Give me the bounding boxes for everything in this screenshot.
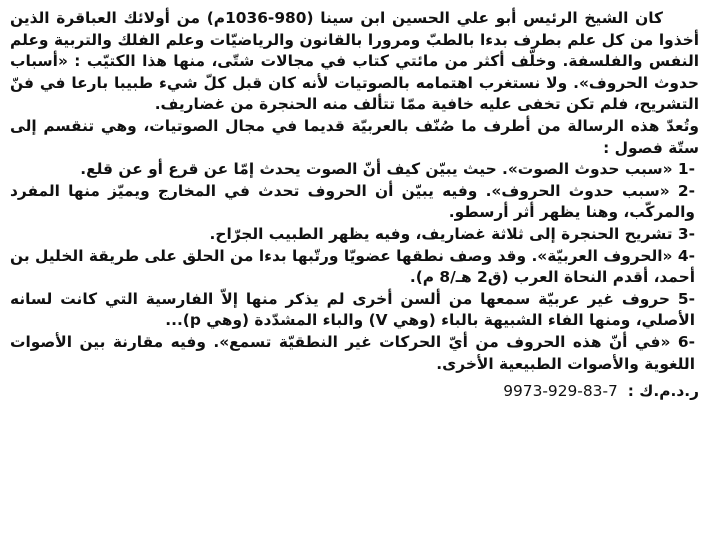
chapter-number: 1- (677, 160, 695, 179)
isbn-line (10, 381, 699, 403)
isbn-value: 9973-929-83-7 (503, 382, 618, 401)
chapter-item (10, 181, 699, 224)
chapter-text: حروف غير عربيّة سمعها من ألسن أخرى لم يذكر منها إلاّ الفارسية التي كانت لسانه الأصلي، ومنها الفاء الشبيهة بالباء (وهي V) والباء المشدّدة (وهي p)... (10, 289, 695, 330)
chapter-item (10, 289, 699, 332)
chapter-text: «في أنّ هذه الحروف من أيّ الحركات غير النطقيّة تسمع». وفيه مقارنة بين الأصوات اللغوية والأصوات الطبيعية الأخرى. (10, 332, 695, 373)
chapter-list (10, 159, 699, 375)
chapter-text: «سبب حدوث الصوت». حيث يبيّن كيف أنّ الصوت يحدث إمّا عن قرع أو عن قلع. (80, 160, 673, 179)
chapter-text: «سبب حدوث الحروف». وفيه يبيّن أن الحروف تحدث في المخارج ويميّز منها المفرد والمركّب، وهنا يظهر أثر أرسطو. (10, 181, 695, 222)
chapter-item (10, 246, 699, 289)
chapter-text: «الحروف العربيّة». وقد وصف نطقها عضويّا ورتّبها بدءا من الحلق على طريقة الخليل بن أحمد، أقدم النحاة العرب (ق2 هـ/8 م). (10, 246, 695, 287)
chapter-number: 5- (677, 289, 696, 308)
document-page (10, 8, 699, 403)
intro-paragraph: كان الشيخ الرئيس أبو علي الحسين ابن سينا (980-1036م) من أولائك العباقرة الذين أخذوا من كل علم بطرف بدءا بالطبّ ومرورا بالقانون والرياضيّات وعلم الفلك والتربية وعلم النفس والفلسفة. وخلّف أكثر من مائتي كتاب في مجالات شتّى، منها هذا الكتيّب : «أسباب حدوث الحروف». ولا نستغرب اهتمامه بالصوتيات لأنه كان قبل كلّ شيء طبيبا بارعا في فنّ التشريح، فلم تكن تخفى عليه خافية ممّا تتألف منه الحنجرة من غضاريف. (10, 9, 699, 114)
chapter-item (10, 332, 699, 375)
chapter-item (10, 224, 699, 246)
chapter-number: 6- (677, 332, 695, 351)
chapter-number: 2- (677, 181, 696, 200)
chapter-number: 3- (677, 224, 695, 243)
chapter-number: 4- (677, 246, 695, 265)
chapters-intro-paragraph: وتُعدّ هذه الرسالة من أطرف ما صُنّف بالعربيّة قديما في مجال الصوتيات، وهي تنقسم إلى ستّة فصول : (10, 116, 699, 157)
chapter-text: تشريح الحنجرة إلى ثلاثة غضاريف، وفيه يظهر الطبيب الجرّاح. (209, 224, 673, 243)
chapter-item (10, 159, 699, 181)
isbn-label: ر.د.م.ك : (627, 382, 699, 401)
